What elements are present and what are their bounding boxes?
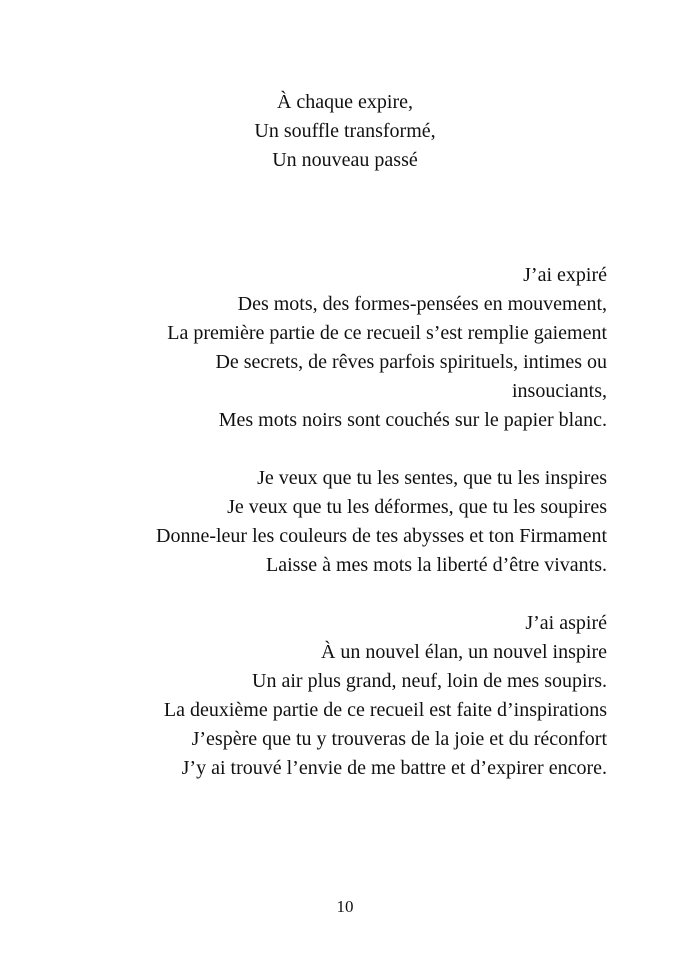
haiku (0, 88, 690, 175)
poem-stanza-3 (87, 609, 607, 783)
poem-line: Des mots, des formes-pensées en mouvement, (237, 293, 607, 315)
poem-line: J’ai expiré (523, 264, 607, 286)
poem-line: La première partie de ce recueil s’est remplie gaiement (167, 322, 607, 344)
poem-line: Donne-leur les couleurs de tes abysses et ton Firmament (156, 525, 607, 547)
poem-line: J’y ai trouvé l’envie de me battre et d’expirer encore. (181, 757, 607, 779)
poem-stanza-1 (87, 261, 607, 435)
poem-line: À un nouvel élan, un nouvel inspire (320, 641, 607, 663)
poem-stanza-2 (87, 464, 607, 580)
poem-line: Je veux que tu les sentes, que tu les inspires (257, 467, 607, 489)
stanza-spacer (87, 580, 607, 609)
poem-line: De secrets, de rêves parfois spirituels, intimes ou (215, 351, 607, 373)
poem-line: Je veux que tu les déformes, que tu les soupires (227, 496, 607, 518)
haiku-line: À chaque expire, (276, 91, 414, 113)
poem-line: Un air plus grand, neuf, loin de mes soupirs. (252, 670, 607, 692)
poem-line: Mes mots noirs sont couchés sur le papier blanc. (218, 409, 607, 431)
poem-line: insouciants, (512, 380, 607, 402)
haiku-line: Un nouveau passé (272, 149, 418, 171)
page-number: 10 (336, 897, 354, 916)
haiku-line: Un souffle transformé, (254, 120, 436, 142)
poem-line: J’ai aspiré (525, 612, 607, 634)
poem-line: La deuxième partie de ce recueil est faite d’inspirations (163, 699, 607, 721)
poem-line: Laisse à mes mots la liberté d’être vivants. (265, 554, 607, 576)
stanza-spacer (87, 435, 607, 464)
poem-line: J’espère que tu y trouveras de la joie et du réconfort (191, 728, 607, 750)
poem (87, 261, 607, 783)
